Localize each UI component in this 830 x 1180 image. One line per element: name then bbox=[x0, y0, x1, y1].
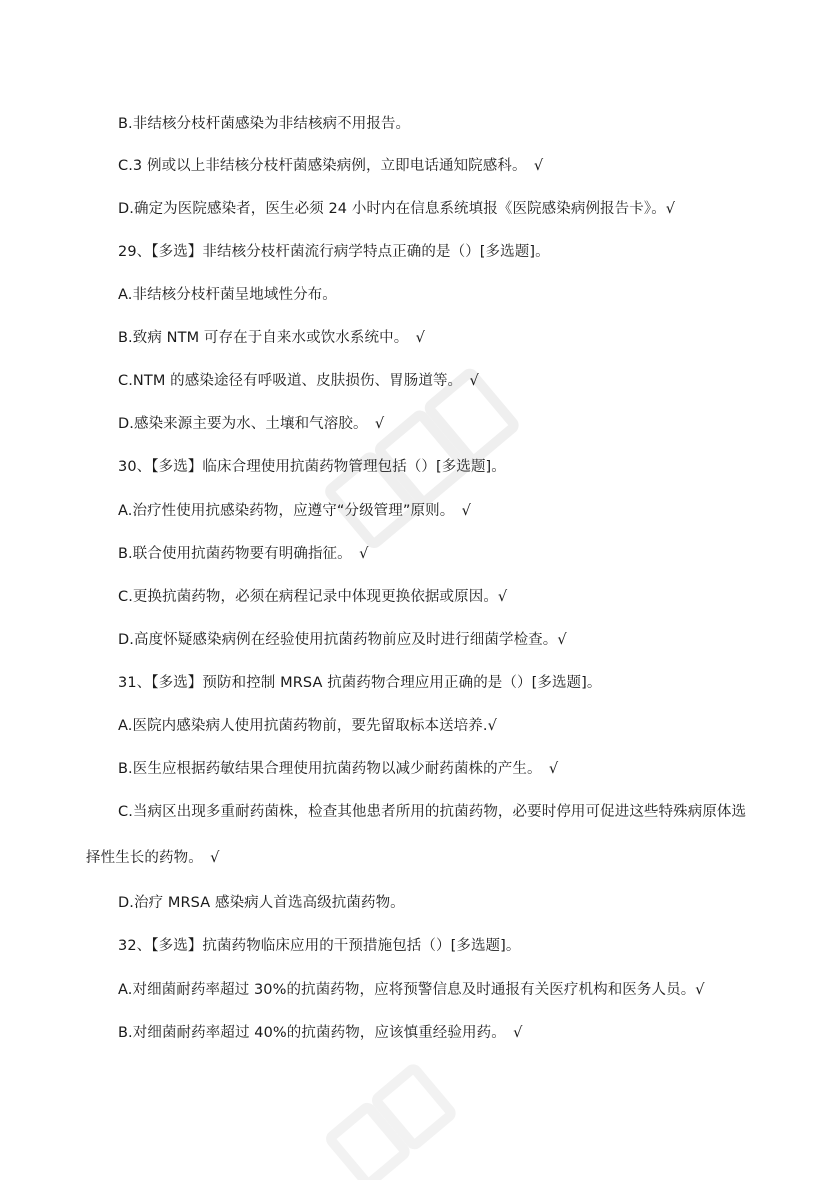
question-line: 31、【多选】预防和控制 MRSA 抗菌药物合理应用正确的是（）[多选题]。 bbox=[118, 675, 602, 691]
watermark-logo-bottom bbox=[300, 1040, 520, 1180]
question-line: 29、【多选】非结核分枝杆菌流行病学特点正确的是（）[多选题]。 bbox=[118, 244, 550, 260]
option-line-continued: 择性生长的药物。 √ bbox=[86, 850, 220, 866]
option-line: D.感染来源主要为水、土壤和气溶胶。 √ bbox=[118, 416, 385, 432]
option-line: A.对细菌耐药率超过 30%的抗菌药物，应将预警信息及时通报有关医疗机构和医务人员。√ bbox=[118, 982, 705, 998]
option-line: D.治疗 MRSA 感染病人首选高级抗菌药物。 bbox=[118, 895, 405, 911]
option-line: C.NTM 的感染途径有呼吸道、皮肤损伤、胃肠道等。 √ bbox=[118, 373, 479, 389]
option-line: B.非结核分枝杆菌感染为非结核病不用报告。 bbox=[118, 116, 411, 132]
option-line: A.非结核分枝杆菌呈地域性分布。 bbox=[118, 287, 337, 303]
option-line: D.确定为医院感染者，医生必须 24 小时内在信息系统填报《医院感染病例报告卡》。√ bbox=[118, 201, 676, 217]
question-line: 30、【多选】临床合理使用抗菌药物管理包括（）[多选题]。 bbox=[118, 459, 506, 475]
option-line: B.致病 NTM 可存在于自来水或饮水系统中。 √ bbox=[118, 330, 425, 346]
option-line: C.当病区出现多重耐药菌株，检查其他患者所用的抗菌药物，必要时停用可促进这些特殊病原体选 bbox=[118, 804, 747, 820]
option-line: C.更换抗菌药物，必须在病程记录中体现更换依据或原因。√ bbox=[118, 589, 508, 605]
option-line: A.医院内感染病人使用抗菌药物前，要先留取标本送培养.√ bbox=[118, 718, 497, 734]
option-line: D.高度怀疑感染病例在经验使用抗菌药物前应及时进行细菌学检查。√ bbox=[118, 632, 567, 648]
option-line: B.联合使用抗菌药物要有明确指征。 √ bbox=[118, 546, 369, 562]
option-line: B.医生应根据药敏结果合理使用抗菌药物以减少耐药菌株的产生。 √ bbox=[118, 761, 559, 777]
option-line: B.对细菌耐药率超过 40%的抗菌药物，应该慎重经验用药。 √ bbox=[118, 1025, 523, 1041]
option-line: C.3 例或以上非结核分枝杆菌感染病例，立即电话通知院感科。 √ bbox=[118, 158, 544, 174]
option-line: A.治疗性使用抗感染药物，应遵守“分级管理”原则。 √ bbox=[118, 503, 471, 519]
question-line: 32、【多选】抗菌药物临床应用的干预措施包括（）[多选题]。 bbox=[118, 938, 521, 954]
